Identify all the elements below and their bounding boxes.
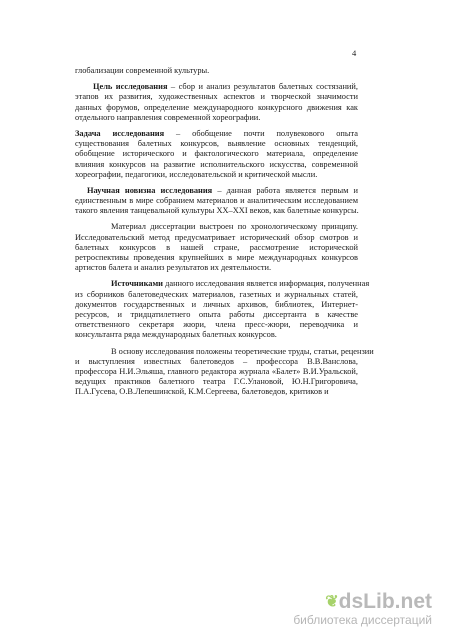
text-line: [75, 367, 358, 377]
text-line: [75, 129, 358, 139]
text-line: [75, 233, 358, 243]
text-line: [75, 290, 358, 300]
text-line: [75, 103, 358, 113]
text-line: [75, 357, 358, 367]
line-text: влияния конкурсов на развитие исполнительского искусства, современной: [75, 159, 358, 169]
paragraph: [75, 129, 358, 180]
line-text: из сборников балетоведческих материалов, газетных и журнальных статей,: [75, 289, 358, 299]
text-line: [75, 279, 370, 289]
text-line: [75, 139, 358, 149]
text-line: [75, 66, 358, 76]
text-line: [75, 253, 358, 263]
paragraph: [75, 222, 358, 273]
paragraph: [75, 186, 358, 217]
document-body: [75, 66, 374, 397]
text-line: [75, 300, 358, 310]
paragraph: [75, 66, 358, 76]
line-text: глобализации современной культуры.: [75, 66, 210, 75]
text-line: [75, 387, 358, 397]
line-text: – данная работа является первым и: [212, 185, 358, 195]
line-text: данного исследования является информация, полученная: [163, 279, 370, 289]
line-text: существования балетных конкурсов, выявление основных тенденций,: [75, 139, 358, 149]
watermark-brand: dsLib.net: [338, 589, 432, 613]
paragraph: [75, 346, 374, 398]
line-text: ответственного секретаря жюри, члена пресс-жюри, переводчика и: [75, 320, 358, 330]
line-text: ретроспективы проведения крупнейших в мире международных конкурсов: [75, 253, 358, 262]
text-line: [75, 243, 358, 253]
text-line: [75, 113, 358, 123]
page-number: 4: [352, 48, 357, 58]
line-text: В основу исследования положены теоретические труды, статьи, рецензии: [111, 346, 374, 356]
line-text: Исследовательский метод предусматривает исторический обзор смотров и: [75, 232, 358, 242]
line-text: артистов балета и анализ результатов их деятельности.: [75, 263, 272, 273]
leaf-icon: ❦: [325, 593, 339, 610]
text-line: [75, 222, 358, 232]
watermark: [293, 591, 432, 627]
bold-term: Задача исследования: [75, 128, 165, 138]
bold-term: Цель исследования: [93, 82, 168, 92]
text-line: [75, 346, 374, 357]
text-line: [75, 196, 358, 206]
line-text: такого явления танцевальной культуры XX–XXI веков, как балетные конкурсы.: [75, 206, 359, 216]
paragraph: [75, 279, 370, 340]
bold-term: Источниками: [111, 279, 163, 289]
text-line: [75, 377, 358, 387]
line-text: П.А.Гусева, О.В.Лепешинской, К.М.Сергеева, балетоведов, критиков и: [75, 387, 329, 397]
line-text: хореографии, педагогики, исследовательской и критической мысли.: [75, 169, 318, 179]
text-line: [75, 310, 358, 320]
line-text: профессора Н.И.Эльяша, главного редактора журнала «Балет» В.И.Уральской,: [75, 366, 358, 376]
line-text: ведущих практиков балетного театра Г.С.Улановой, Ю.Н.Григоровича,: [75, 377, 358, 387]
line-text: Материал диссертации выстроен по хронологическому принципу.: [111, 222, 358, 232]
text-line: [75, 92, 358, 102]
line-text: единственным в мире собранием материалов и аналитическим исследованием: [75, 196, 358, 206]
line-text: балетных конкурсов в нашей стране, рассмотрение исторической: [75, 242, 358, 252]
line-text: этапов их развития, художественных аспектов и творческой значимости: [75, 92, 358, 102]
text-line: [75, 263, 358, 273]
watermark-tagline: библиотека диссертаций: [293, 613, 432, 627]
line-text: данных форумов, определение международного конкурсного движения как: [75, 102, 358, 112]
text-line: [75, 186, 358, 196]
line-text: – сбор и анализ результатов балетных состязаний,: [167, 82, 358, 92]
line-text: и выступления известных балетоведов – профессора В.В.Ванслова,: [75, 356, 358, 366]
line-text: ресурсов, и тридцатилетнего опыта работы диссертанта в качестве: [75, 309, 358, 319]
paragraph: [75, 82, 358, 123]
text-line: [75, 170, 358, 180]
line-text: отдельного направления современной хореографии.: [75, 112, 261, 122]
text-line: [75, 206, 358, 216]
line-text: консультанта ряда международных балетных конкурсов.: [75, 330, 277, 340]
text-line: [75, 320, 358, 330]
line-text: обобщение исторического и фактологического материала, определение: [75, 149, 358, 159]
bold-term: Научная новизна исследования: [87, 185, 213, 195]
line-text: – обобщение почти полувекового опыта: [164, 128, 358, 138]
text-line: [75, 330, 358, 340]
text-line: [75, 149, 358, 159]
line-text: документов государственных и личных архивов, библиотек, Интернет-: [75, 299, 358, 309]
text-line: [75, 82, 358, 92]
text-line: [75, 160, 358, 170]
